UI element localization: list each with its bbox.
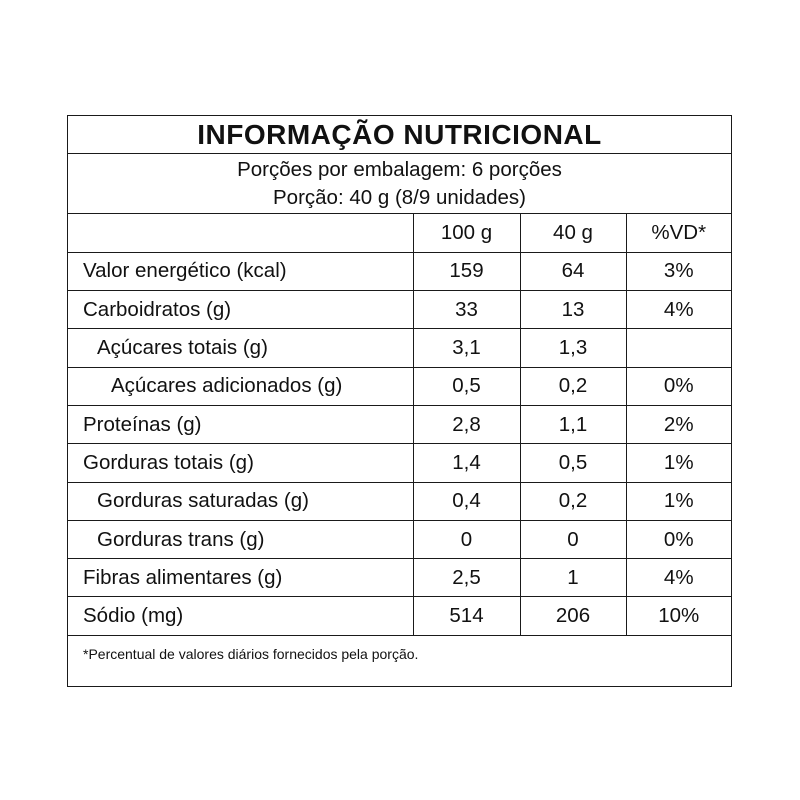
value-per-serving: 206 — [520, 597, 626, 635]
value-per-100g: 2,8 — [413, 405, 520, 443]
daily-value-percent: 10% — [626, 597, 731, 635]
value-per-serving: 0,5 — [520, 444, 626, 482]
label-title: INFORMAÇÃO NUTRICIONAL — [68, 116, 731, 154]
nutrition-table-body — [68, 214, 731, 635]
daily-value-percent: 0% — [626, 520, 731, 558]
table-row — [68, 559, 731, 597]
daily-value-percent — [626, 329, 731, 367]
daily-value-percent: 4% — [626, 559, 731, 597]
table-row — [68, 444, 731, 482]
value-per-100g: 1,4 — [413, 444, 520, 482]
value-per-100g: 0 — [413, 520, 520, 558]
table-row — [68, 252, 731, 290]
value-per-100g: 0,4 — [413, 482, 520, 520]
value-per-100g: 0,5 — [413, 367, 520, 405]
daily-value-percent: 1% — [626, 444, 731, 482]
table-row — [68, 597, 731, 635]
servings-per-package: Porções por embalagem: 6 porções — [237, 158, 562, 181]
header-cell-serving: 40 g — [520, 214, 626, 252]
daily-value-percent: 4% — [626, 291, 731, 329]
value-per-100g: 33 — [413, 291, 520, 329]
header-cell-name — [68, 214, 413, 252]
value-per-serving: 0,2 — [520, 482, 626, 520]
header-cell-vd: %VD* — [626, 214, 731, 252]
value-per-serving: 1,3 — [520, 329, 626, 367]
value-per-serving: 0 — [520, 520, 626, 558]
daily-value-percent: 1% — [626, 482, 731, 520]
table-row — [68, 291, 731, 329]
nutrient-name: Gorduras trans (g) — [68, 520, 413, 558]
value-per-serving: 13 — [520, 291, 626, 329]
nutrient-name: Açúcares adicionados (g) — [68, 367, 413, 405]
nutrient-name: Valor energético (kcal) — [68, 252, 413, 290]
daily-value-percent: 3% — [626, 252, 731, 290]
value-per-serving: 1,1 — [520, 405, 626, 443]
nutrient-name: Gorduras totais (g) — [68, 444, 413, 482]
serving-size: Porção: 40 g (8/9 unidades) — [273, 186, 526, 209]
header-cell-100g: 100 g — [413, 214, 520, 252]
table-row — [68, 482, 731, 520]
daily-value-percent: 2% — [626, 405, 731, 443]
table-row — [68, 367, 731, 405]
nutrient-name: Gorduras saturadas (g) — [68, 482, 413, 520]
nutrient-name: Fibras alimentares (g) — [68, 559, 413, 597]
nutrition-table — [68, 214, 731, 636]
nutrient-name: Carboidratos (g) — [68, 291, 413, 329]
footnote: *Percentual de valores diários fornecidos pela porção. — [83, 645, 419, 662]
table-row — [68, 520, 731, 558]
value-per-100g: 514 — [413, 597, 520, 635]
daily-value-percent: 0% — [626, 367, 731, 405]
nutrition-facts-label — [67, 115, 732, 687]
table-row — [68, 405, 731, 443]
value-per-100g: 159 — [413, 252, 520, 290]
serving-info — [68, 154, 731, 214]
nutrient-name: Proteínas (g) — [68, 405, 413, 443]
value-per-serving: 0,2 — [520, 367, 626, 405]
value-per-100g: 3,1 — [413, 329, 520, 367]
value-per-serving: 1 — [520, 559, 626, 597]
value-per-100g: 2,5 — [413, 559, 520, 597]
table-row — [68, 329, 731, 367]
nutrient-name: Sódio (mg) — [68, 597, 413, 635]
nutrient-name: Açúcares totais (g) — [68, 329, 413, 367]
value-per-serving: 64 — [520, 252, 626, 290]
header-row — [68, 214, 731, 252]
